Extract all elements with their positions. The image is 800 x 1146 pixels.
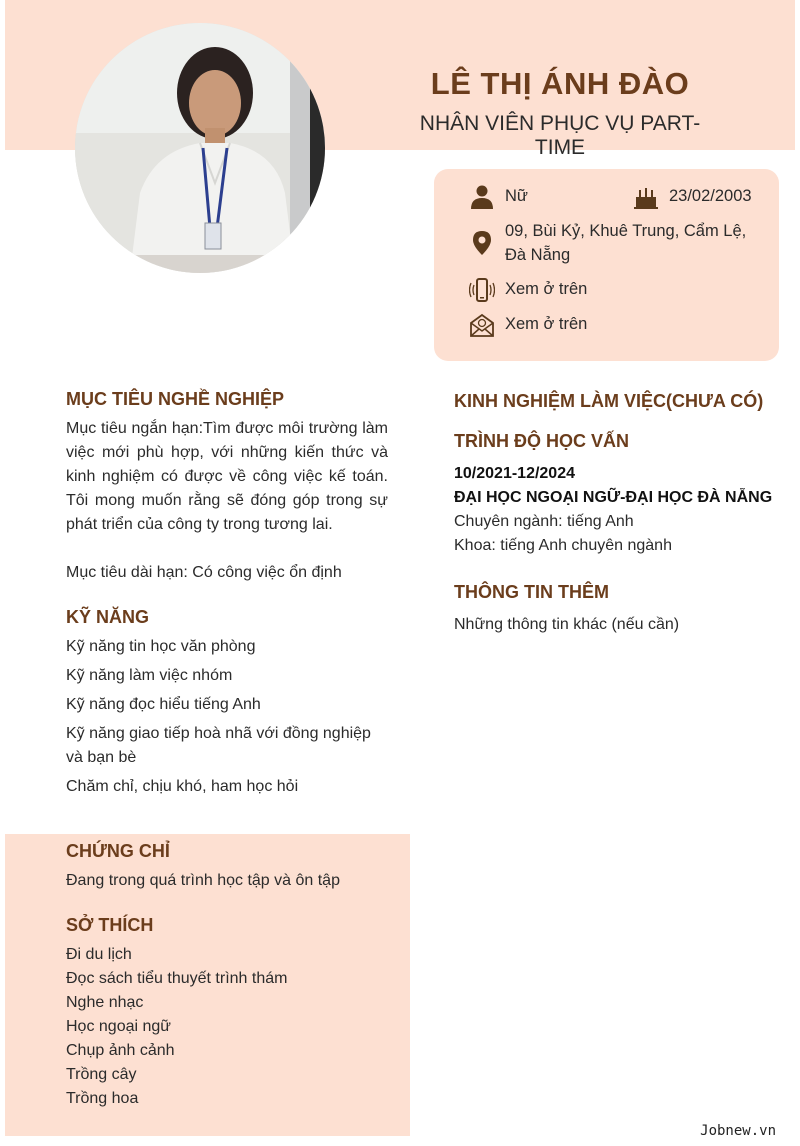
email-value: Xem ở trên — [505, 315, 588, 333]
education-major: Chuyên ngành: tiếng Anh — [454, 513, 634, 530]
additional-info-text: Những thông tin khác (nếu cần) — [454, 616, 680, 633]
hobby-item: Trồng cây — [66, 1066, 137, 1083]
email-row — [469, 312, 587, 338]
experience-title: KINH NGHIỆM LÀM VIỆC(CHƯA CÓ) — [454, 391, 764, 411]
objective-long-term: Mục tiêu dài hạn: Có công việc ổn định — [66, 564, 342, 581]
skill-item: Kỹ năng đọc hiểu tiếng Anh — [66, 696, 261, 713]
gender-value: Nữ — [505, 187, 528, 205]
objective-short-term: Mục tiêu ngắn hạn:Tìm được môi trường làm việc mới phù hợp, với những kiến thức và kinh nghiệm có được về công việc kế toán. Tôi mong muốn rằng sẽ đóng góp trong sự phát triển của công ty trong tương lai. — [66, 420, 388, 533]
gender-row — [469, 184, 528, 210]
education-faculty: Khoa: tiếng Anh chuyên ngành — [454, 537, 672, 554]
birthdate-value: 23/02/2003 — [669, 187, 752, 205]
phone-row — [469, 277, 587, 303]
skills-title: KỸ NĂNG — [66, 607, 150, 627]
education-title: TRÌNH ĐỘ HỌC VẤN — [454, 431, 629, 451]
hobby-item: Chụp ảnh cảnh — [66, 1042, 175, 1059]
hobby-item: Học ngoại ngữ — [66, 1018, 171, 1035]
candidate-name: LÊ THỊ ÁNH ĐÀO — [430, 66, 690, 101]
phone-icon — [469, 277, 495, 303]
location-pin-icon — [469, 230, 495, 256]
profile-photo — [75, 23, 325, 273]
education-period: 10/2021-12/2024 — [454, 465, 575, 482]
skill-item: Kỹ năng giao tiếp hoà nhã với đồng nghiệp và bạn bè — [66, 725, 371, 766]
skill-item: Kỹ năng làm việc nhóm — [66, 667, 233, 684]
objective-title: MỤC TIÊU NGHỀ NGHIỆP — [66, 389, 285, 409]
certificates-text: Đang trong quá trình học tập và ôn tập — [66, 872, 340, 889]
birthday-cake-icon — [633, 184, 659, 210]
address-row — [469, 219, 769, 267]
hobby-item: Đọc sách tiểu thuyết trình thám — [66, 970, 288, 987]
hobby-item: Trồng hoa — [66, 1090, 139, 1107]
education-school: ĐẠI HỌC NGOẠI NGỮ-ĐẠI HỌC ĐÀ NẴNG — [454, 489, 773, 506]
hobbies-title: SỞ THÍCH — [66, 915, 154, 935]
skill-item: Chăm chỉ, chịu khó, ham học hỏi — [66, 778, 299, 795]
birthdate-row — [633, 184, 752, 210]
additional-info-title: THÔNG TIN THÊM — [454, 582, 609, 602]
job-position: NHÂN VIÊN PHỤC VỤ PART-TIME — [419, 112, 701, 159]
hobby-item: Đi du lịch — [66, 946, 132, 963]
hobby-item: Nghe nhạc — [66, 994, 144, 1011]
person-icon — [469, 184, 495, 210]
address-value: 09, Bùi Kỷ, Khuê Trung, Cẩm Lệ, Đà Nẵng — [505, 222, 747, 264]
email-envelope-icon — [469, 312, 495, 338]
certificates-title: CHỨNG CHỈ — [66, 841, 170, 861]
watermark: Jobnew.vn — [700, 1123, 776, 1139]
skill-item: Kỹ năng tin học văn phòng — [66, 638, 256, 655]
phone-value: Xem ở trên — [505, 280, 588, 298]
